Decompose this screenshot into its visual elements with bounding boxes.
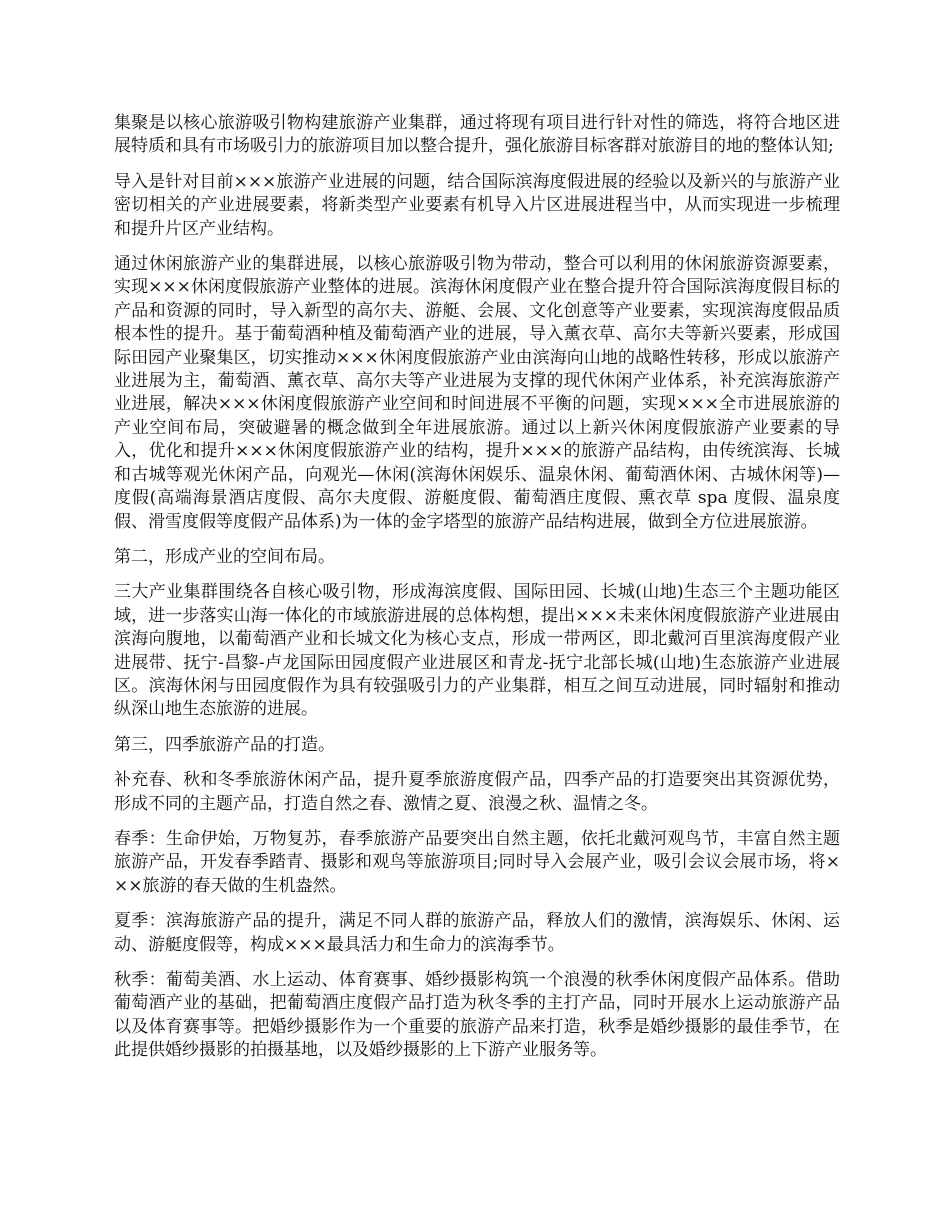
paragraph-cluster-definition: 集聚是以核心旅游吸引物构建旅游产业集群，通过将现有项目进行针对性的筛选，将符合地区进展特质和具有市场吸引力的旅游项目加以整合提升，强化旅游目标客群对旅游目的地的整体认知; bbox=[114, 113, 840, 157]
paragraph-industry-cluster-development: 通过休闲旅游产业的集群进展，以核心旅游吸引物为带动，整合可以利用的休闲旅游资源要素，实现×××休闲度假旅游产业整体的进展。滨海休闲度假产业在整合提升符合国际滨海度假目标的产品和资源的同时，导入新型的高尔夫、游艇、会展、文化创意等产业要素，实现滨海度假品质根本性的提升。基于葡萄酒种植及葡萄酒产业的进展，导入薰衣草、高尔夫等新兴要素，形成国际田园产业聚集区，切实推动×××休闲度假旅游产业由滨海向山地的战略性转移，形成以旅游产业进展为主，葡萄酒、薰衣草、高尔夫等产业进展为支撑的现代休闲产业体系，补充滨海旅游产业进展，解决×××休闲度假旅游产业空间和时间进展不平衡的问题，实现×××全市进展旅游的产业空间布局，突破避暑的概念做到全年进展旅游。通过以上新兴休闲度假旅游产业要素的导入，优化和提升×××休闲度假旅游产业的结构，提升×××的旅游产品结构，由传统滨海、长城和古城等观光休闲产品，向观光—休闲(滨海休闲娱乐、温泉休闲、葡萄酒休闲、古城休闲等)—度假(高端海景酒店度假、高尔夫度假、游艇度假、葡萄酒庄度假、熏衣草 spa 度假、温泉度假、滑雪度假等度假产品体系)为一体的金字塔型的旅游产品结构进展，做到全方位进展旅游。 bbox=[114, 254, 840, 532]
paragraph-autumn: 秋季：葡萄美酒、水上运动、体育赛事、婚纱摄影构筑一个浪漫的秋季休闲度假产品体系。借助葡萄酒产业的基础，把葡萄酒庄度假产品打造为秋冬季的主打产品，同时开展水上运动旅游产品以及体育赛事等。把婚纱摄影作为一个重要的旅游产品来打造，秋季是婚纱摄影的最佳季节，在此提供婚纱摄影的拍摄基地，以及婚纱摄影的上下游产业服务等。 bbox=[114, 970, 840, 1061]
document-body bbox=[114, 112, 840, 1075]
section-heading-spatial-layout: 第二，形成产业的空间布局。 bbox=[114, 546, 335, 567]
paragraph-spatial-layout: 三大产业集群围绕各自核心吸引物，形成海滨度假、国际田园、长城(山地)生态三个主题功能区域，进一步落实山海一体化的市域旅游进展的总体构想，提出×××未来休闲度假旅游产业进展由滨海向腹地，以葡萄酒产业和长城文化为核心支点，形成一带两区，即北戴河百里滨海度假产业进展带、抚宁-昌黎-卢龙国际田园度假产业进展区和青龙-抚宁北部长城(山地)生态旅游产业进展区。滨海休闲与田园度假作为具有较强吸引力的产业集群，相互之间互动进展，同时辐射和推动纵深山地生态旅游的进展。 bbox=[114, 582, 840, 720]
paragraph-spring: 春季：生命伊始，万物复苏，春季旅游产品要突出自然主题，依托北戴河观鸟节，丰富自然主题旅游产品，开发春季踏青、摄影和观鸟等旅游项目;同时导入会展产业，吸引会议会展市场，将×××旅游的春天做的生机盎然。 bbox=[114, 828, 840, 896]
section-heading-four-seasons: 第三，四季旅游产品的打造。 bbox=[114, 734, 335, 755]
paragraph-four-seasons-overview: 补充春、秋和冬季旅游休闲产品，提升夏季旅游度假产品，四季产品的打造要突出其资源优势，形成不同的主题产品，打造自然之春、激情之夏、浪漫之秋、温情之冬。 bbox=[114, 770, 840, 814]
paragraph-import-definition: 导入是针对目前×××旅游产业进展的问题，结合国际滨海度假进展的经验以及新兴的与旅游产业密切相关的产业进展要素，将新类型产业要素有机导入片区进展进程当中，从而实现进一步梳理和提升片区产业结构。 bbox=[114, 171, 840, 239]
paragraph-summer: 夏季：滨海旅游产品的提升，满足不同人群的旅游产品，释放人们的激情，滨海娱乐、休闲、运动、游艇度假等，构成×××最具活力和生命力的滨海季节。 bbox=[114, 911, 840, 955]
